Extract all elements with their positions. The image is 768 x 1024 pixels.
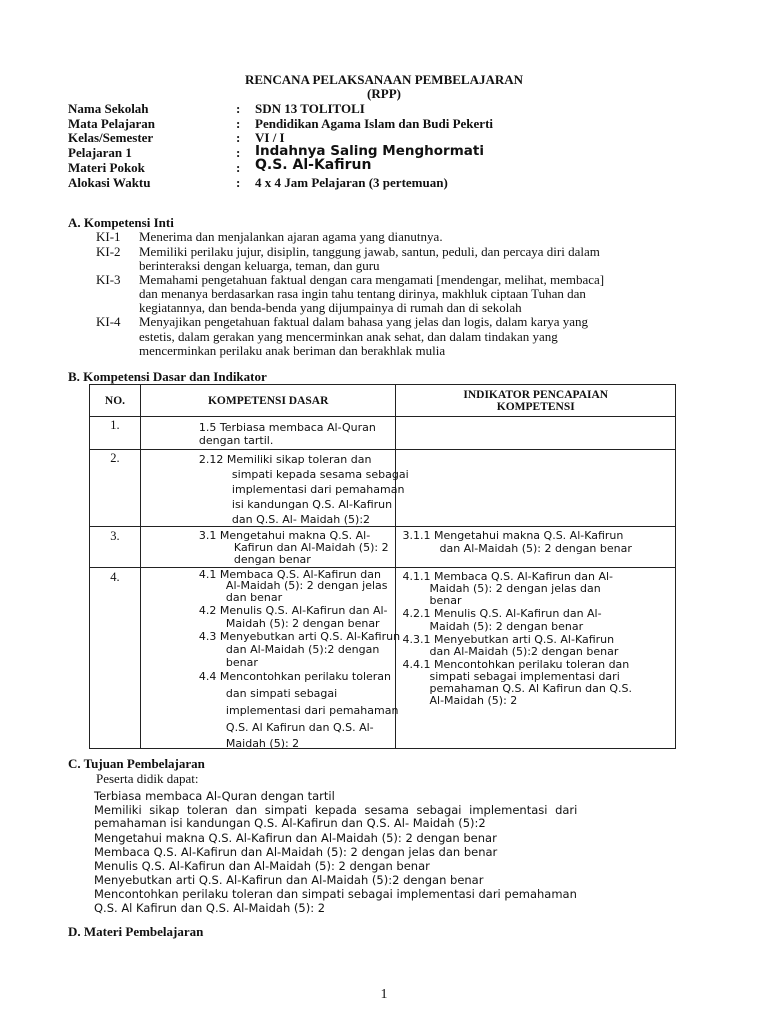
- kd-line: implementasi dari pemahaman: [225, 704, 399, 717]
- identity-colon: :: [236, 145, 241, 160]
- kd-line: isi kandungan Q.S. Al-Kafirun: [231, 498, 393, 511]
- ki-line: Menerima dan menjalankan ajaran agama yang dianutnya.: [139, 229, 443, 244]
- table-row: [90, 568, 676, 749]
- indikator-cell: [396, 450, 676, 527]
- row-number: 4.: [90, 568, 141, 749]
- ki-code: KI-2: [96, 244, 121, 259]
- tujuan-line: Memiliki sikap toleran dan simpati kepada sesama sebagai implementasi dari: [94, 803, 578, 817]
- indikator-line: Al-Maidah (5): 2: [429, 694, 518, 707]
- identity-value: SDN 13 TOLITOLI: [255, 101, 365, 116]
- identity-label: Alokasi Waktu: [68, 175, 151, 190]
- kd-cell: [140, 417, 396, 450]
- tujuan-line: pemahaman isi kandungan Q.S. Al-Kafirun dan Q.S. Al- Maidah (5):2: [94, 816, 486, 830]
- table-row: [90, 450, 676, 527]
- kd-line: Maidah (5): 2: [225, 737, 300, 750]
- tujuan-line: Mengetahui makna Q.S. Al-Kafirun dan Al-Maidah (5): 2 dengan benar: [94, 831, 497, 845]
- tujuan-line: Menyebutkan arti Q.S. Al-Kafirun dan Al-Maidah (5):2 dengan benar: [94, 873, 484, 887]
- kd-line: benar: [225, 656, 258, 669]
- identity-value: VI / I: [255, 130, 285, 145]
- kd-line: simpati kepada sesama sebagai: [231, 468, 409, 481]
- kd-line: dan Q.S. Al- Maidah (5):2: [231, 513, 371, 526]
- identity-value: Pendidikan Agama Islam dan Budi Pekerti: [255, 116, 494, 131]
- identity-label: Mata Pelajaran: [68, 116, 156, 131]
- ki-line: dan menanya berdasarkan rasa ingin tahu tentang dirinya, makhluk ciptaan Tuhan dan: [139, 286, 586, 301]
- identity-value: Q.S. Al-Kafirun: [255, 157, 372, 173]
- kd-line: Kafirun dan Al-Maidah (5): 2: [233, 541, 389, 554]
- row-number: 3.: [90, 527, 141, 568]
- ki-line: mencerminkan perilaku anak beriman dan berakhlak mulia: [139, 343, 446, 358]
- kd-line: dan benar: [225, 591, 283, 604]
- indikator-cell: [396, 417, 676, 450]
- indikator-line: Maidah (5): 2 dengan jelas dan: [429, 582, 601, 595]
- indikator-cell: [396, 527, 676, 568]
- table-row: [90, 527, 676, 568]
- kd-line: Q.S. Al Kafirun dan Q.S. Al-: [225, 721, 374, 734]
- tujuan-line: Terbiasa membaca Al-Quran dengan tartil: [94, 789, 335, 803]
- section-a-heading: A. Kompetensi Inti: [68, 215, 174, 230]
- identity-colon: :: [236, 116, 241, 131]
- kd-cell: [140, 527, 396, 568]
- indikator-line: 4.1.1 Membaca Q.S. Al-Kafirun dan Al-: [402, 570, 614, 583]
- identity-colon: :: [236, 160, 241, 175]
- section-d-heading: D. Materi Pembelajaran: [68, 924, 204, 939]
- section-b-heading: B. Kompetensi Dasar dan Indikator: [68, 369, 267, 384]
- document-subtitle: (RPP): [367, 86, 401, 101]
- kd-line: 2.12 Memiliki sikap toleran dan: [198, 453, 372, 466]
- kd-line: 4.2 Menulis Q.S. Al-Kafirun dan Al-: [198, 604, 388, 617]
- ki-code: KI-3: [96, 272, 121, 287]
- section-c-heading: C. Tujuan Pembelajaran: [68, 756, 205, 771]
- ki-line: berinteraksi dengan keluarga, teman, dan guru: [139, 258, 380, 273]
- kd-line: dengan tartil.: [198, 434, 274, 447]
- tujuan-line: Mencontohkan perilaku toleran dan simpati sebagai implementasi dari pemahaman: [94, 887, 577, 901]
- kd-line: 1.5 Terbiasa membaca Al-Quran: [198, 421, 376, 434]
- section-c-intro: Peserta didik dapat:: [96, 771, 199, 786]
- kd-line: Al-Maidah (5): 2 dengan jelas: [225, 579, 388, 592]
- kd-line: 3.1 Mengetahui makna Q.S. Al-: [198, 529, 371, 542]
- kd-line: dan simpati sebagai: [225, 687, 338, 700]
- page-number: 1: [380, 987, 388, 1002]
- column-header-kompetensi-dasar: KOMPETENSI DASAR: [140, 385, 396, 417]
- ki-line: kegiatannya, dan benda-benda yang dijumpainya di rumah dan di sekolah: [139, 300, 522, 315]
- ki-code: KI-4: [96, 314, 121, 329]
- kd-line: dan Al-Maidah (5):2 dengan: [225, 643, 380, 656]
- identity-colon: :: [236, 175, 241, 190]
- identity-value: 4 x 4 Jam Pelajaran (3 pertemuan): [255, 175, 448, 190]
- tujuan-line: Membaca Q.S. Al-Kafirun dan Al-Maidah (5): 2 dengan jelas dan benar: [94, 845, 498, 859]
- identity-label: Kelas/Semester: [68, 130, 154, 145]
- kompetensi-table: [89, 384, 676, 749]
- ki-line: Menyajikan pengetahuan faktual dalam bahasa yang jelas dan logis, dalam karya yang: [139, 314, 589, 329]
- identity-value: Indahnya Saling Menghormati: [255, 143, 484, 159]
- row-number: 2.: [90, 450, 141, 527]
- identity-label: Materi Pokok: [68, 160, 145, 175]
- indikator-line: dan Al-Maidah (5): 2 dengan benar: [439, 542, 632, 555]
- column-header-indikator: [396, 385, 676, 417]
- identity-label: Pelajaran 1: [68, 145, 132, 160]
- tujuan-line: Menulis Q.S. Al-Kafirun dan Al-Maidah (5): 2 dengan benar: [94, 859, 430, 873]
- kd-line: Maidah (5): 2 dengan benar: [225, 617, 380, 630]
- column-header-indikator-line: INDIKATOR PENCAPAIAN: [463, 388, 609, 401]
- indikator-line: Maidah (5): 2 dengan benar: [429, 620, 584, 633]
- indikator-cell: [396, 568, 676, 749]
- kd-cell: [140, 450, 409, 527]
- indikator-line: 4.2.1 Menulis Q.S. Al-Kafirun dan Al-: [402, 607, 602, 620]
- ki-line: Memiliki perilaku jujur, disiplin, tanggung jawab, santun, peduli, dan percaya diri dalam: [139, 244, 600, 259]
- kd-line: dengan benar: [233, 553, 311, 566]
- identity-colon: :: [236, 101, 241, 116]
- indikator-line: dan Al-Maidah (5):2 dengan benar: [429, 645, 619, 658]
- kd-line: implementasi dari pemahaman: [231, 483, 405, 496]
- kd-line: 4.1 Membaca Q.S. Al-Kafirun dan: [198, 568, 381, 581]
- tujuan-line: Q.S. Al Kafirun dan Q.S. Al-Maidah (5): 2: [94, 901, 326, 915]
- kd-line: 4.4 Mencontohkan perilaku toleran: [198, 670, 392, 683]
- identity-colon: :: [236, 130, 241, 145]
- indikator-line: 4.4.1 Mencontohkan perilaku toleran dan: [402, 658, 630, 671]
- ki-line: Memahami pengetahuan faktual dengan cara mengamati [mendengar, melihat, membaca]: [139, 272, 605, 287]
- table-row: [90, 417, 676, 450]
- indikator-line: 3.1.1 Mengetahui makna Q.S. Al-Kafirun: [402, 529, 624, 542]
- kd-cell: [140, 568, 401, 750]
- ki-line: estetis, dalam gerakan yang mencerminkan anak sehat, dan dalam tindakan yang: [139, 329, 558, 344]
- column-header-no: NO.: [90, 385, 141, 417]
- document-title: RENCANA PELAKSANAAN PEMBELAJARAN: [244, 72, 524, 87]
- indikator-line: benar: [429, 594, 462, 607]
- identity-label: Nama Sekolah: [68, 101, 149, 116]
- indikator-line: simpati sebagai implementasi dari: [429, 670, 620, 683]
- indikator-line: pemahaman Q.S. Al Kafirun dan Q.S.: [429, 682, 633, 695]
- kd-line: 4.3 Menyebutkan arti Q.S. Al-Kafirun: [198, 630, 401, 643]
- ki-code: KI-1: [96, 229, 121, 244]
- column-header-indikator-line: KOMPETENSI: [496, 400, 575, 413]
- indikator-line: 4.3.1 Menyebutkan arti Q.S. Al-Kafirun: [402, 633, 615, 646]
- row-number: 1.: [90, 417, 141, 450]
